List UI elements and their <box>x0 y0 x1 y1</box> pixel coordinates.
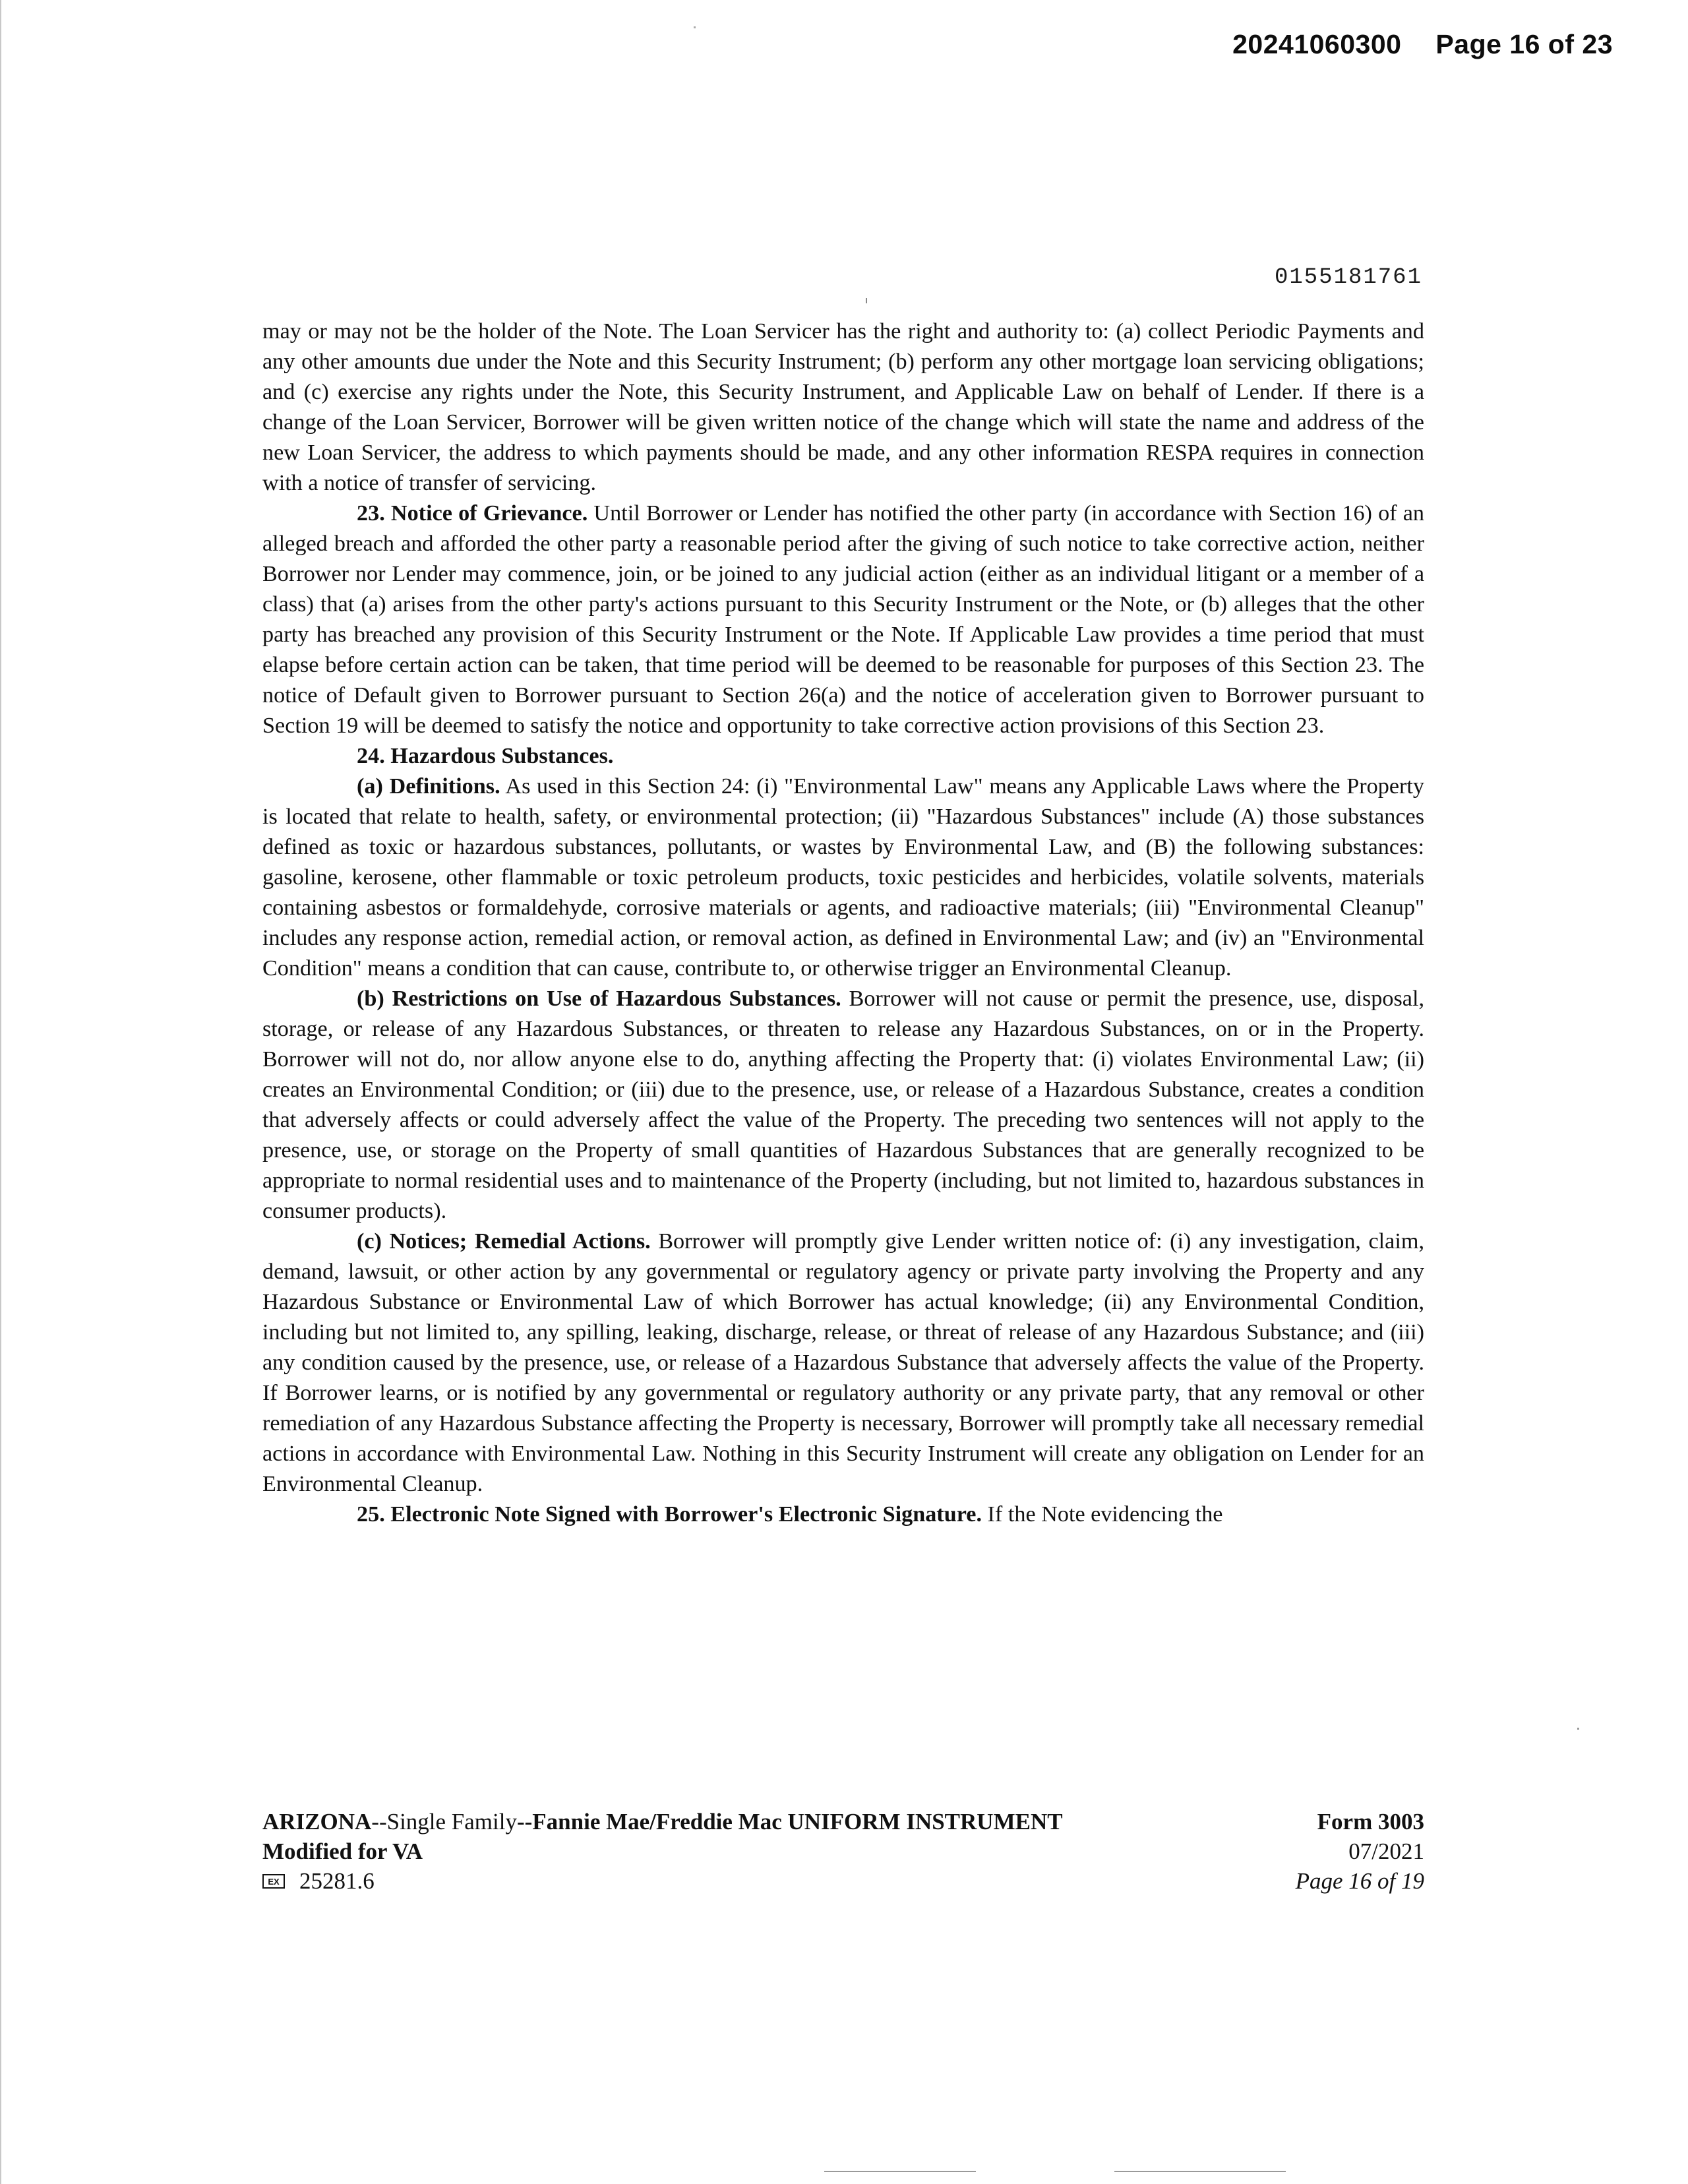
footer-state: ARIZONA <box>262 1809 372 1835</box>
document-body <box>262 317 1424 1530</box>
scan-mark-bottom-2 <box>1114 2171 1286 2172</box>
section-25-electronic-note <box>262 1500 1424 1530</box>
footer-separator-bold: -- <box>516 1809 533 1835</box>
section-24c-heading: (c) Notices; Remedial Actions. <box>357 1229 651 1254</box>
logo-text: EX <box>268 1876 280 1887</box>
section-24c-notices <box>262 1227 1424 1500</box>
scan-mark-left-edge <box>0 0 1 2184</box>
section-24b-heading: (b) Restrictions on Use of Hazardous Substances. <box>357 986 841 1011</box>
recording-page-label: Page 16 of 23 <box>1435 29 1613 59</box>
scan-mark-bottom-1 <box>824 2171 976 2172</box>
section-23-text: Until Borrower or Lender has notified the other party (in accordance with Section 16) of an alleged breach and afforded the other party a reasonable period after the giving of such notice to take corrective action, neither Borrower nor Lender may commence, join, or be joined to any judicial action (either as an individual litigant or a member of a class) that (a) arises from the other party's actions pursuant to this Security Instrument or the Note, or (b) alleges that the other party has breached any provision of this Security Instrument or the Note. If Applicable Law provides a time period that must elapse before certain action can be taken, that time period will be deemed to be reasonable for purposes of this Section 23. The notice of Default given to Borrower pursuant to Section 26(a) and the notice of acceleration given to Borrower pursuant to Section 19 will be deemed to satisfy the notice and opportunity to take corrective action provisions of this Section 23. <box>262 501 1424 738</box>
section-24a-heading: (a) Definitions. <box>357 774 500 799</box>
scan-mark-right-dot <box>1577 1728 1579 1730</box>
paragraph-loan-servicer: may or may not be the holder of the Note. The Loan Servicer has the right and authority to: (a) collect Periodic Payments and any other amounts due under the Note and this Security Instrument; (b) perform any other mortgage loan servicing obligations; and (c) exercise any rights under the Note, this Security Instrument, and Applicable Law on behalf of Lender. If there is a change of the Loan Servicer, Borrower will be given written notice of the change which will state the name and address of the new Loan Servicer, the address to which payments should be made, and any other information RESPA requires in connection with a notice of transfer of servicing. <box>262 319 1424 495</box>
section-24b-restrictions <box>262 984 1424 1227</box>
footer-form-date: 07/2021 <box>1348 1838 1424 1864</box>
footer-line-1 <box>262 1807 1186 1836</box>
section-23-heading: 23. Notice of Grievance. <box>357 501 588 526</box>
section-25-heading: 25. Electronic Note Signed with Borrower's Electronic Signature. <box>357 1502 982 1527</box>
section-24-heading-paragraph <box>262 741 1424 772</box>
section-24a-text: As used in this Section 24: (i) "Environmental Law" means any Applicable Laws where the Property is located that relate to health, safety, or environmental protection; (ii) "Hazardous Substances" include (A) those substances defined as toxic or hazardous substances, pollutants, or wastes by Environmental Law, and (B) the following substances: gasoline, kerosene, other flammable or toxic petroleum products, toxic pesticides and herbicides, volatile solvents, materials containing asbestos or formaldehyde, corrosive materials or agents, and radioactive materials; (iii) "Environmental Cleanup" includes any response action, remedial action, or removal action, as defined in Environmental Law; and (iv) an "Environmental Condition" means a condition that can cause, contribute to, or otherwise trigger an Environmental Cleanup. <box>262 774 1424 981</box>
section-24b-text: Borrower will not cause or permit the presence, use, disposal, storage, or release of any Hazardous Substances, or threaten to release any Hazardous Substances, on or in the Property. Borrower will not do, nor allow anyone else to do, anything affecting the Property that: (i) violates Environmental Law; (ii) creates an Environmental Condition; or (iii) due to the presence, use, or release of a Hazardous Substance, creates a condition that adversely affects or could adversely affect the value of the Property. The preceding two sentences will not apply to the presence, use, or storage on the Property of small quantities of Hazardous Substances that are generally recognized to be appropriate to normal residential uses and to maintenance of the Property (including, but not limited to, hazardous substances in consumer products). <box>262 986 1424 1223</box>
footer-page-of: Page 16 of 19 <box>1295 1868 1424 1894</box>
footer-modified: Modified for VA <box>262 1838 423 1864</box>
recording-number: 20241060300 <box>1232 29 1402 59</box>
recording-stamp <box>1232 29 1613 60</box>
section-24a-definitions <box>262 772 1424 984</box>
footer-family: Single Family <box>386 1809 517 1835</box>
footer-line-2 <box>262 1836 1186 1866</box>
loan-number: 0155181761 <box>1274 265 1422 290</box>
footer-form-number: Form 3003 <box>1317 1809 1424 1835</box>
section-25-text: If the Note evidencing the <box>981 1502 1223 1527</box>
footer-instrument: Fannie Mae/Freddie Mac UNIFORM INSTRUMENT <box>532 1809 1063 1835</box>
footer-line-3 <box>262 1866 1186 1896</box>
ellie-mae-ex-logo-icon <box>262 1874 285 1889</box>
section-24c-text: Borrower will promptly give Lender written notice of: (i) any investigation, claim, demand, lawsuit, or other action by any governmental or regulatory agency or private party involving the Property and any Hazardous Substance or Environmental Law of which Borrower has actual knowledge; (ii) any Environmental Condition, including but not limited to, any spilling, leaking, discharge, release, or threat of release of any Hazardous Substance; and (iii) any condition caused by the presence, use, or release of a Hazardous Substance that adversely affects the value of the Property. If Borrower learns, or is notified by any governmental or regulatory authority or any private party, that any removal or other remediation of any Hazardous Substance affecting the Property is necessary, Borrower will promptly take all necessary remedial actions in accordance with Environmental Law. Nothing in this Security Instrument will create any obligation on Lender for an Environmental Cleanup. <box>262 1229 1424 1496</box>
footer-form-title <box>262 1807 1186 1896</box>
footer-doc-code: 25281.6 <box>299 1868 375 1894</box>
footer-separator: -- <box>371 1809 387 1835</box>
scan-mark-top-dot <box>694 26 696 28</box>
section-24-heading: 24. Hazardous Substances. <box>357 744 614 768</box>
scan-mark-mid-dot <box>866 298 867 303</box>
footer-form-info <box>1200 1807 1424 1896</box>
section-23-notice-of-grievance <box>262 499 1424 741</box>
